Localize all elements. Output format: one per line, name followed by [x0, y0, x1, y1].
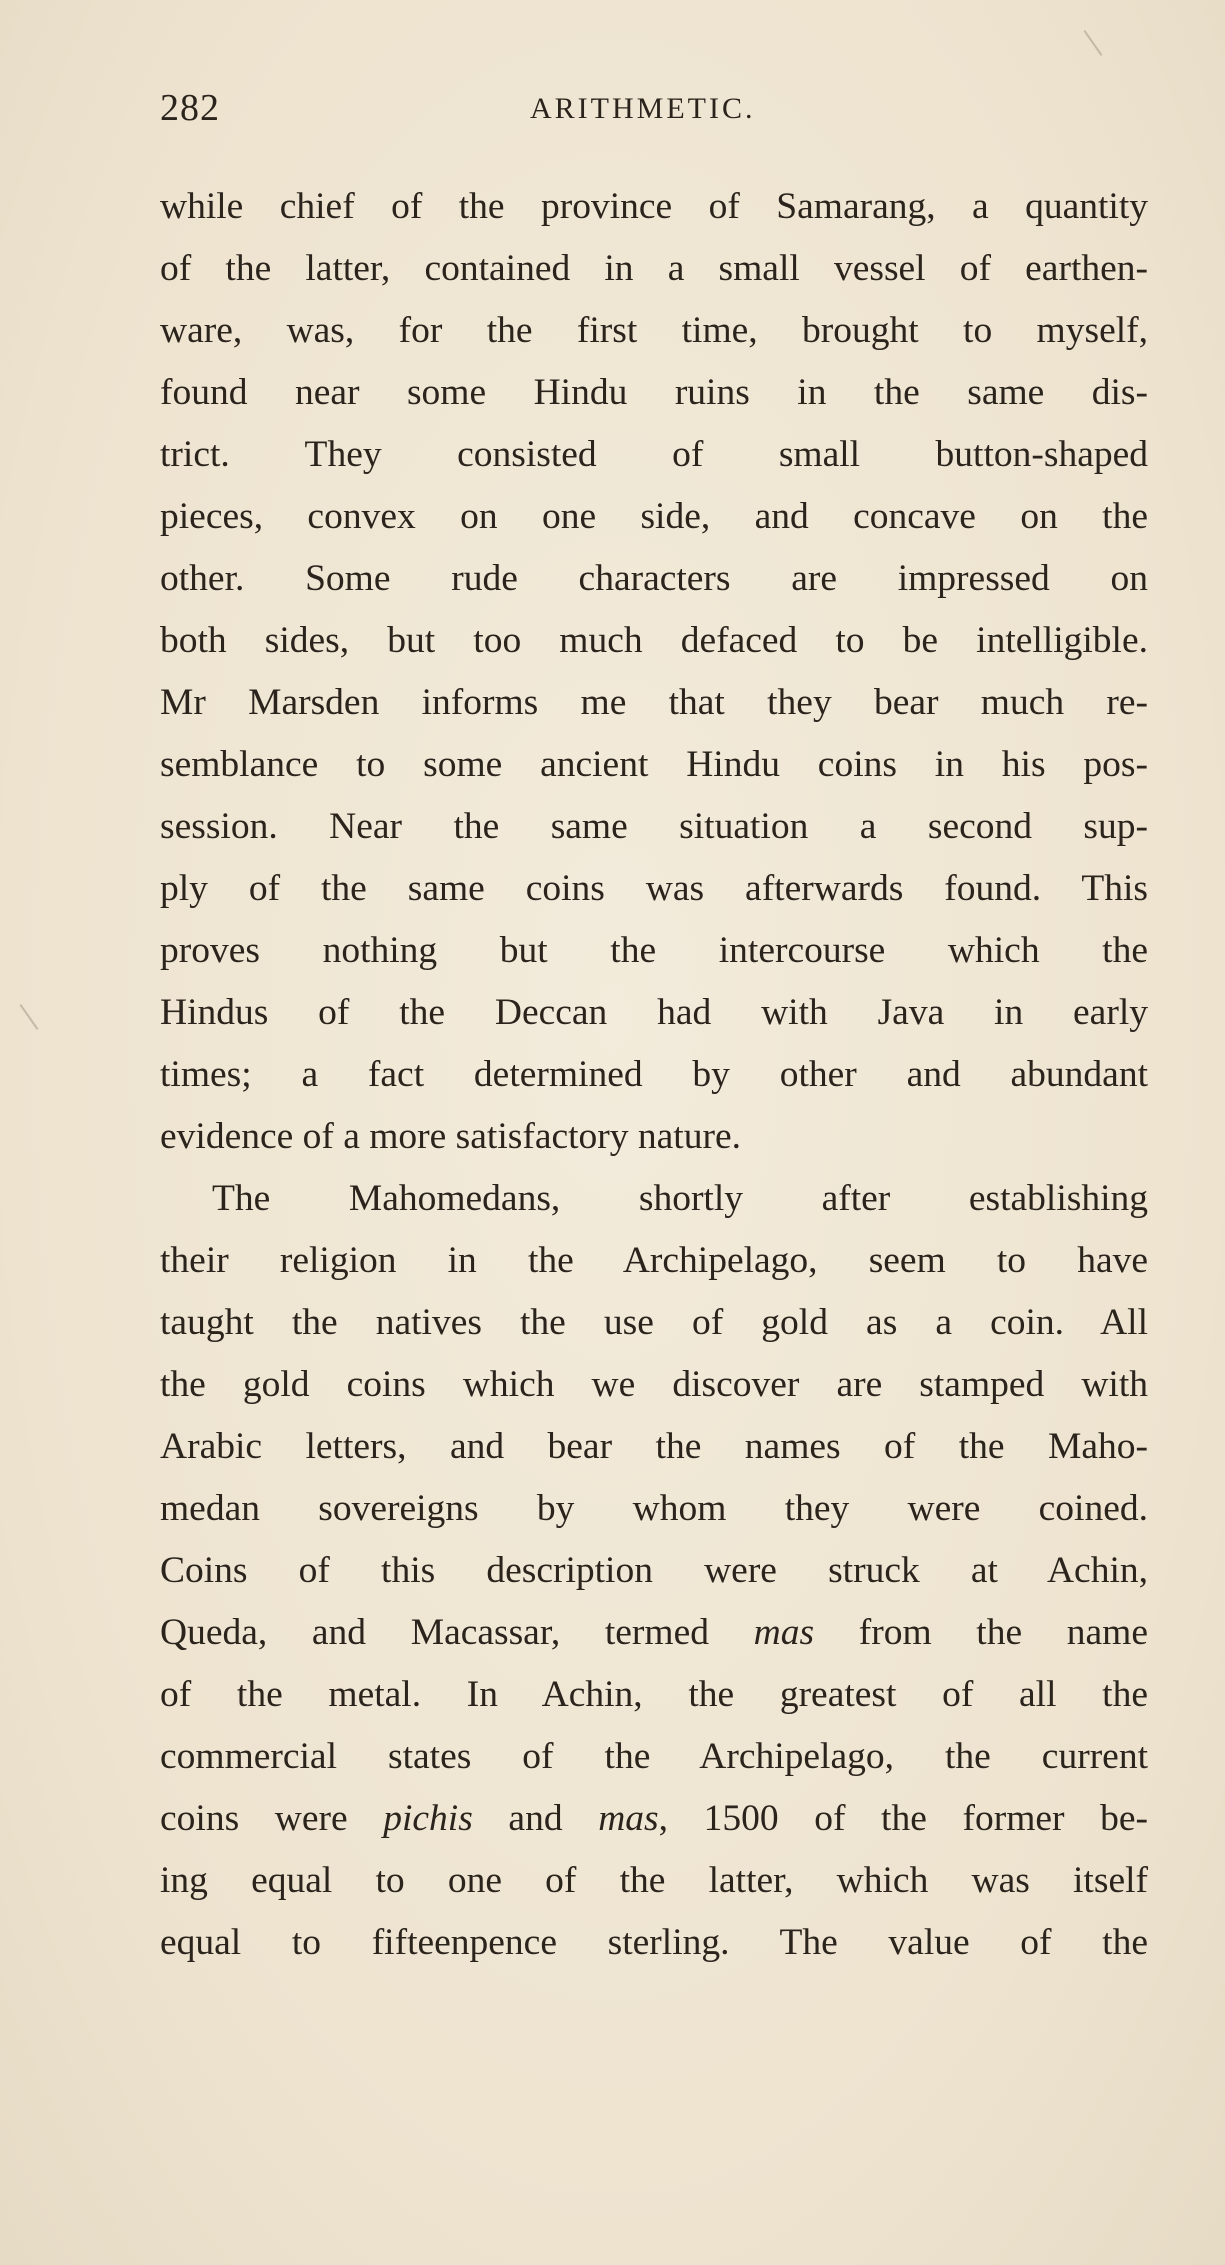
- text-line: of the metal. In Achin, the greatest of all the: [160, 1674, 1148, 1715]
- text-line: ply of the same coins was afterwards found. This: [160, 868, 1148, 909]
- text-line: other. Some rude characters are impressed on: [160, 558, 1148, 599]
- text-line: equal to fifteenpence sterling. The value of the: [160, 1922, 1148, 1963]
- running-head: ARITHMETIC.: [530, 92, 756, 125]
- text-run: , 1500 of the former be-: [658, 1798, 1148, 1839]
- text-line: session. Near the same situation a second sup-: [160, 806, 1148, 847]
- text-line: their religion in the Archipelago, seem to have: [160, 1240, 1148, 1281]
- text-line: while chief of the province of Samarang, a quantity: [160, 186, 1148, 227]
- text-line: semblance to some ancient Hindu coins in his pos-: [160, 744, 1148, 785]
- text-run: Queda, and Macassar, termed: [160, 1612, 754, 1653]
- italic-term: mas: [598, 1798, 659, 1839]
- text-line: Hindus of the Deccan had with Java in early: [160, 992, 1148, 1033]
- paragraph-start-line: The Mahomedans, shortly after establishing: [212, 1178, 1148, 1219]
- paper-mark: [1084, 30, 1103, 56]
- text-line: trict. They consisted of small button-shaped: [160, 434, 1148, 475]
- italic-term: pichis: [383, 1798, 473, 1839]
- text-line: [160, 1788, 1148, 1850]
- paper-mark: [20, 1004, 39, 1030]
- text-line: Mr Marsden informs me that they bear much re-: [160, 682, 1148, 723]
- italic-term: mas: [753, 1612, 815, 1653]
- text-line: found near some Hindu ruins in the same dis-: [160, 372, 1148, 413]
- text-line: pieces, convex on one side, and concave on the: [160, 496, 1148, 537]
- text-run: from the name: [814, 1612, 1148, 1653]
- text-line: ware, was, for the first time, brought to myself,: [160, 310, 1148, 351]
- text-line: [160, 1602, 1148, 1664]
- text-line: times; a fact determined by other and abundant: [160, 1054, 1148, 1095]
- paragraph-end-line: evidence of a more satisfactory nature.: [160, 1116, 741, 1157]
- body-text: [160, 176, 1148, 1963]
- text-line: taught the natives the use of gold as a coin. All: [160, 1302, 1148, 1343]
- text-line: proves nothing but the intercourse which the: [160, 930, 1148, 971]
- text-line: ing equal to one of the latter, which was itself: [160, 1860, 1148, 1901]
- text-run: coins were: [160, 1798, 384, 1839]
- page-header: [160, 86, 1148, 136]
- text-run: and: [472, 1798, 599, 1839]
- text-line: both sides, but too much defaced to be intelligible.: [160, 620, 1148, 661]
- text-line: of the latter, contained in a small vessel of earthen-: [160, 248, 1148, 289]
- text-line: commercial states of the Archipelago, the current: [160, 1736, 1148, 1777]
- text-line: medan sovereigns by whom they were coined.: [160, 1488, 1148, 1529]
- text-line: the gold coins which we discover are stamped with: [160, 1364, 1148, 1405]
- text-line: Arabic letters, and bear the names of the Maho-: [160, 1426, 1148, 1467]
- text-line: Coins of this description were struck at Achin,: [160, 1550, 1148, 1591]
- page-number: 282: [160, 87, 220, 129]
